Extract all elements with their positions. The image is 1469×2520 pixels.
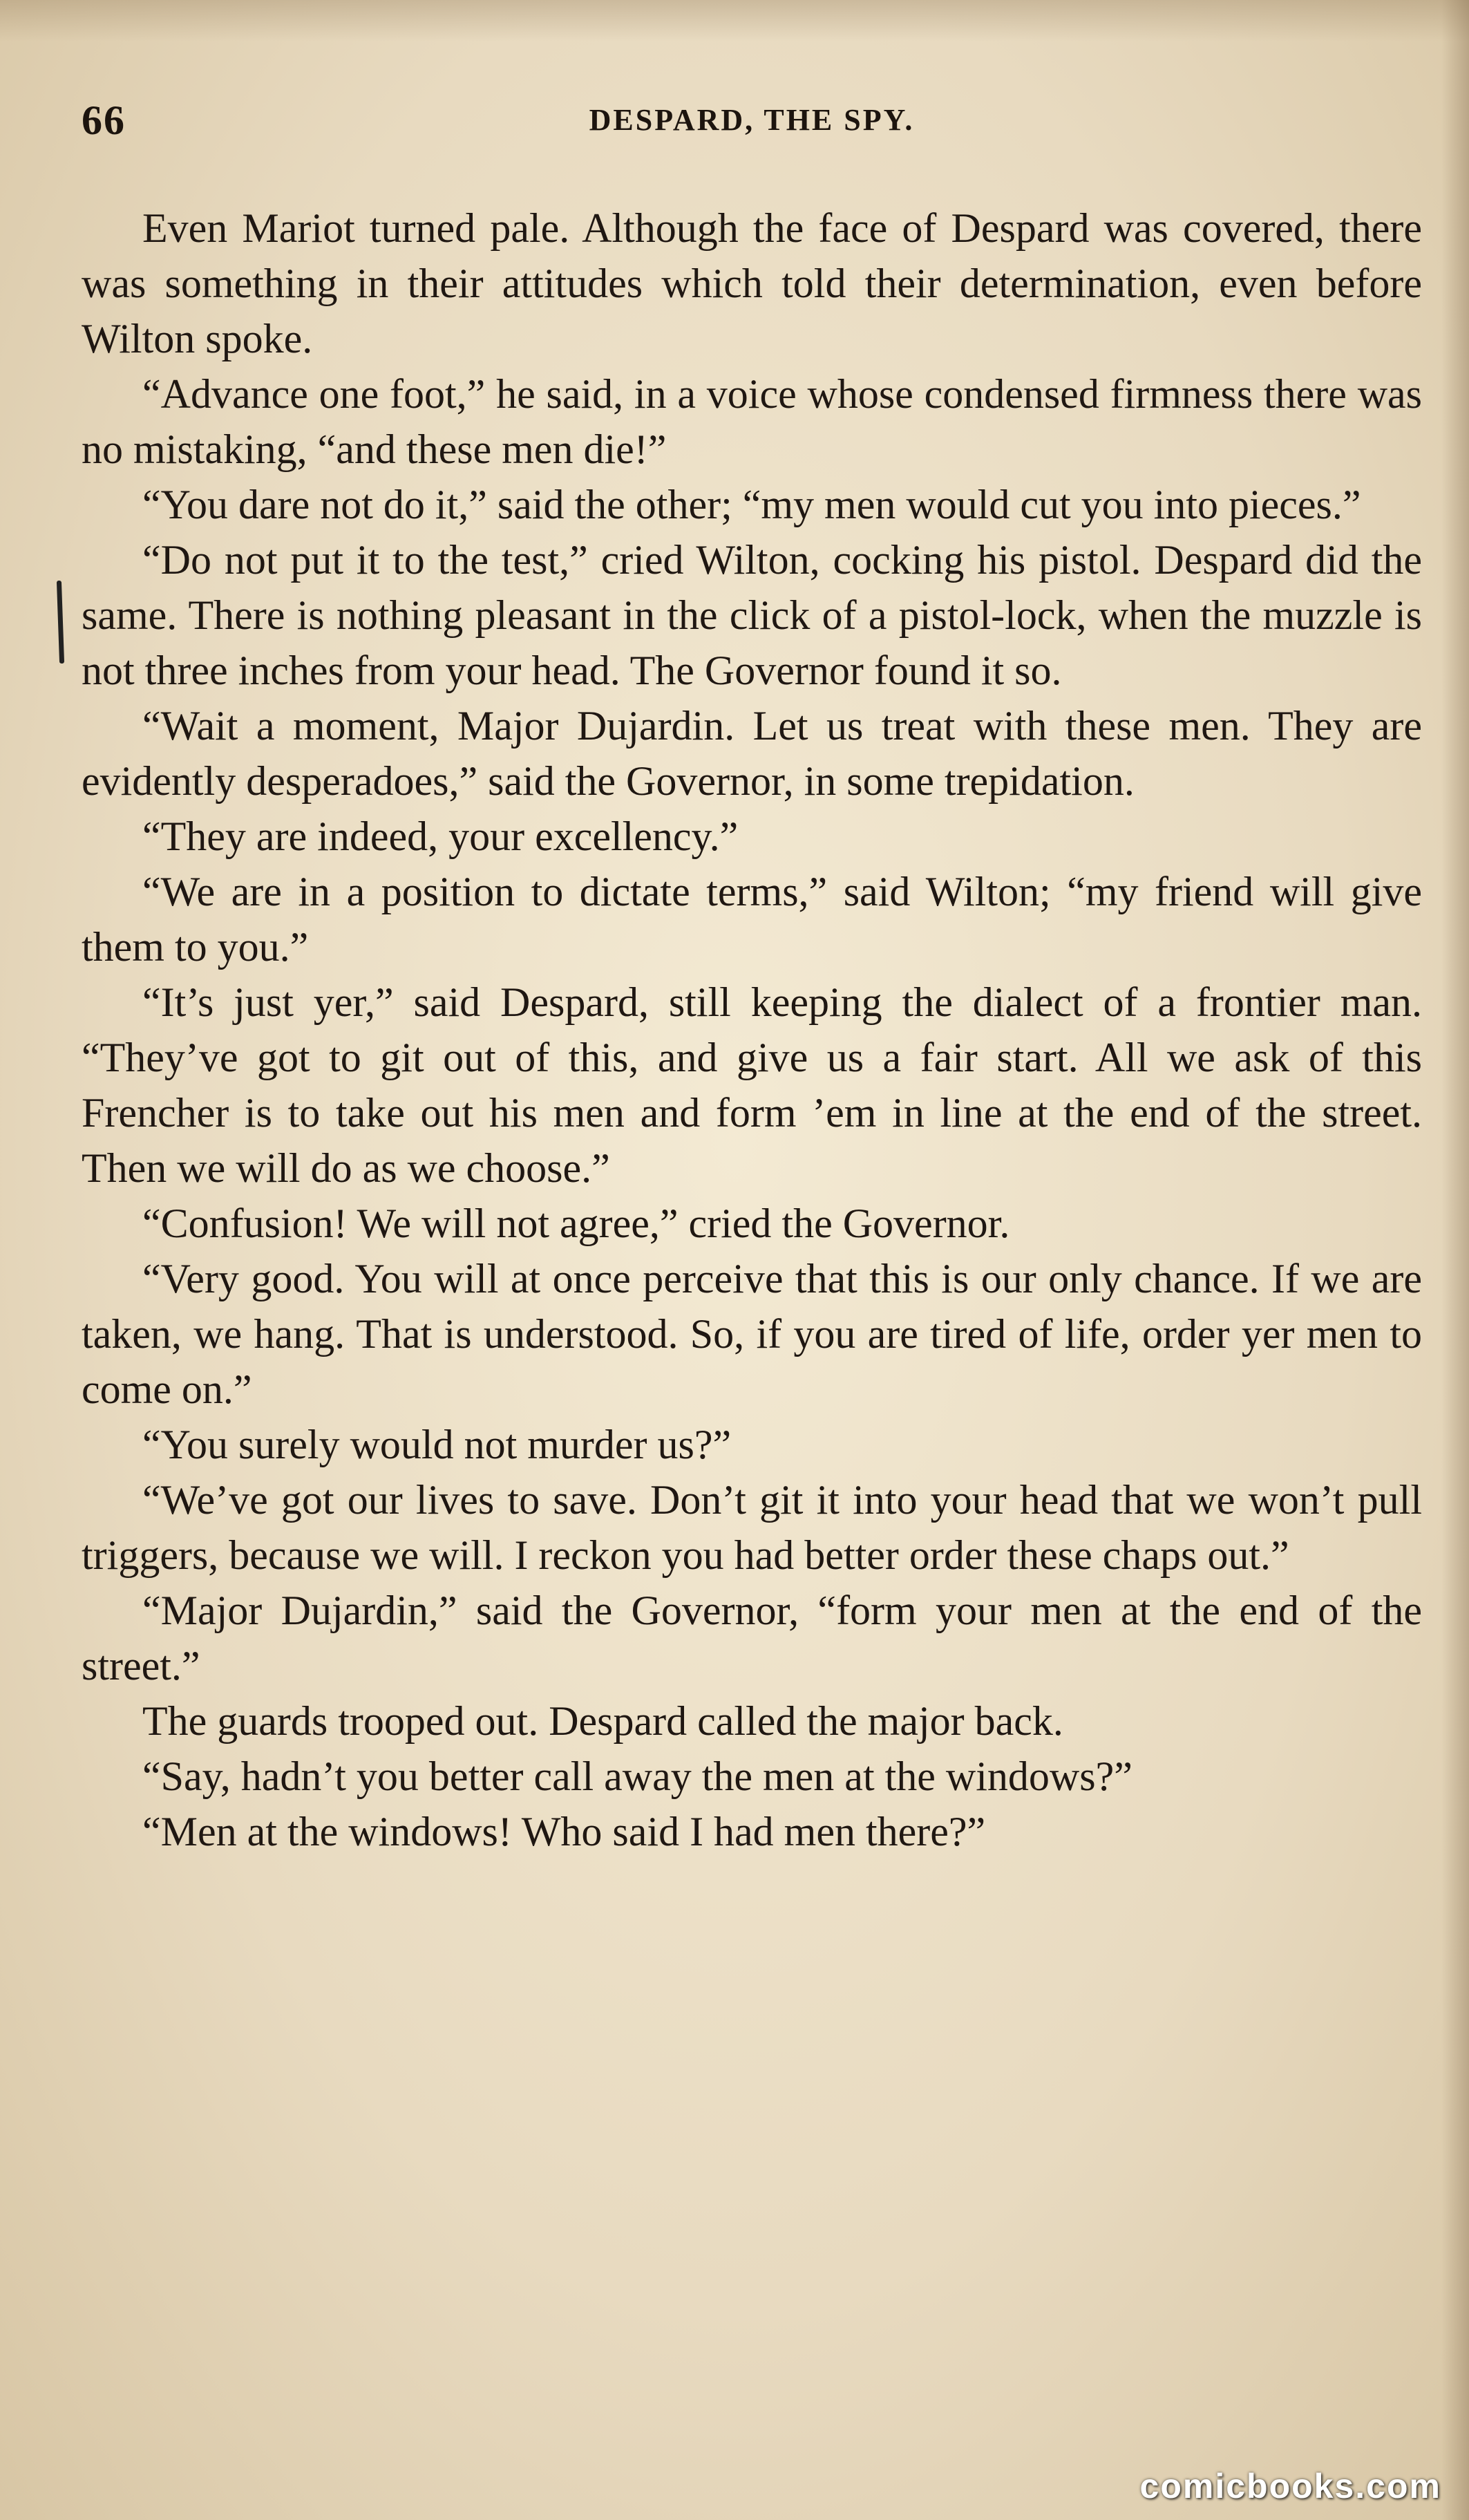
paragraph: “Do not put it to the test,” cried Wilton, cocking his pistol. Despard did the same. There is nothing pleasant in the click of a pistol-lock, when the muzzle is not three inches from your head. The Governor found it so. [82, 537, 1422, 693]
watermark: comicbooks.com [1139, 2467, 1441, 2505]
page-header [82, 97, 1422, 145]
paragraph: “You surely would not murder us?” [142, 1422, 732, 1467]
paragraph: “Advance one foot,” he said, in a voice whose condensed firmness there was no mistaking, “and these men die!” [82, 371, 1422, 472]
paragraph: “Men at the windows! Who said I had men there?” [142, 1809, 986, 1854]
paragraph: “We are in a position to dictate terms,” said Wilton; “my friend will give them to you.” [82, 869, 1422, 970]
paragraph: “Major Dujardin,” said the Governor, “form your men at the end of the street.” [82, 1588, 1422, 1689]
paragraph: “We’ve got our lives to save. Don’t git it into your head that we won’t pull triggers, because we will. I reckon you had better order these chaps out.” [82, 1477, 1422, 1578]
paragraph: “Very good. You will at once perceive that this is our only chance. If we are taken, we hang. That is understood. So, if you are tired of life, order yer men to come on.” [82, 1256, 1422, 1412]
paragraph: “Wait a moment, Major Dujardin. Let us treat with these men. They are evidently desperadoes,” said the Governor, in some trepidation. [82, 703, 1422, 804]
paragraph: “It’s just yer,” said Despard, still keeping the dialect of a frontier man. “They’ve got to git out of this, and give us a fair start. All we ask of this Frencher is to take out his men and form ’em in line at the end of the street. Then we will do as we choose.” [82, 979, 1422, 1191]
page-edge-shadow-right [1441, 0, 1469, 2520]
running-head: DESPARD, THE SPY. [589, 103, 915, 137]
page-edge-shadow-top [0, 0, 1469, 41]
paragraph: Even Mariot turned pale. Although the face of Despard was covered, there was something in their attitudes which told their determination, even before Wilton spoke. [82, 205, 1422, 361]
margin-pencil-mark [57, 581, 64, 664]
paragraph: “Say, hadn’t you better call away the men at the windows?” [142, 1753, 1132, 1799]
paragraph: “Confusion! We will not agree,” cried the Governor. [142, 1201, 1010, 1246]
paragraph: “You dare not do it,” said the other; “my men would cut you into pieces.” [142, 482, 1361, 527]
paragraph: The guards trooped out. Despard called the major back. [142, 1698, 1063, 1744]
page-number: 66 [82, 97, 126, 143]
paragraph: “They are indeed, your excellency.” [142, 814, 739, 859]
body-text [82, 200, 1422, 1859]
